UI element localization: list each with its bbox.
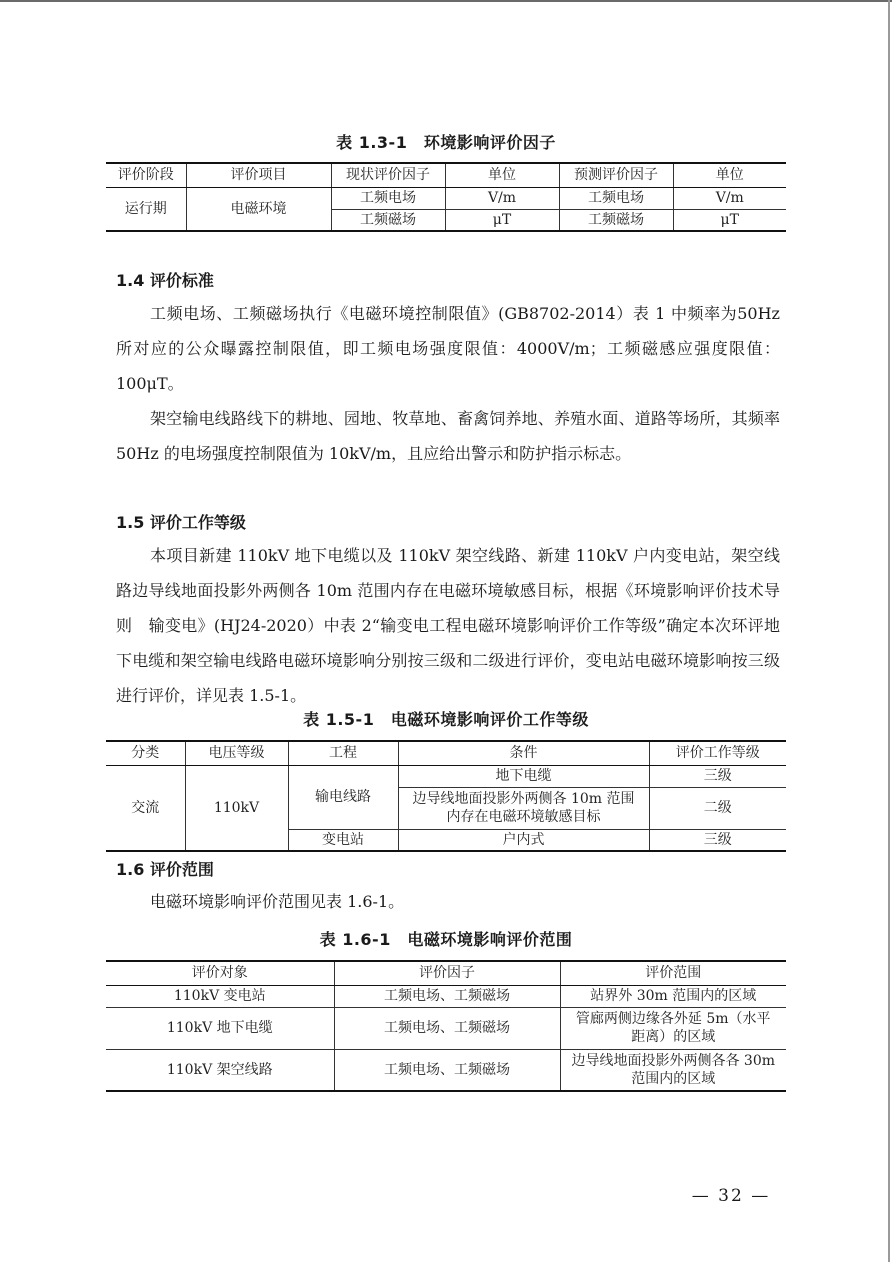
table-row	[106, 985, 786, 1007]
condition-cell: 地下电缆	[398, 765, 649, 787]
table-cell: 工频电场、工频磁场	[334, 1007, 560, 1049]
page-number: — 32 —	[691, 1186, 771, 1206]
project-cell: 变电站	[288, 829, 398, 851]
table-1-6-1	[106, 960, 786, 1092]
table-cell: μT	[445, 209, 559, 231]
table-header-cell: 预测评价因子	[559, 163, 673, 187]
table-header-cell: 评价因子	[334, 961, 560, 985]
table-cell: 110kV 架空线路	[106, 1049, 334, 1091]
table-header-cell: 单位	[673, 163, 786, 187]
table-cell: 工频电场	[331, 187, 445, 209]
grade-cell: 二级	[649, 787, 786, 829]
table-cell: V/m	[673, 187, 786, 209]
table-cell: V/m	[445, 187, 559, 209]
table-cell: μT	[673, 209, 786, 231]
section-1-4-heading: 1.4 评价标准	[116, 271, 214, 290]
item-cell: 电磁环境	[186, 187, 331, 231]
grade-cell: 三级	[649, 829, 786, 851]
table-cell: 工频磁场	[559, 209, 673, 231]
table-row	[106, 1007, 786, 1049]
table-row	[106, 1049, 786, 1091]
table-header-cell: 评价项目	[186, 163, 331, 187]
right-border-line	[888, 0, 890, 1262]
condition-cell: 边导线地面投影外两侧各 10m 范围内存在电磁环境敏感目标	[398, 787, 649, 829]
section-1-5-paragraph-1: 本项目新建 110kV 地下电缆以及 110kV 架空线路、新建 110kV 户内变电站，架空线路边导线地面投影外两侧各 10m 范围内存在电磁环境敏感目标，根据《环境影响评价技术导则 输变电》(HJ24-2020）中表 2“输变电工程电磁环境影响评价工作等级”确定本次环评地下电缆和架空输电线路电磁环境影响分别按三级和二级进行评价，变电站电磁环境影响按三级进行评价，详见表 1.5-1。	[116, 546, 780, 705]
condition-cell: 户内式	[398, 829, 649, 851]
table-header-cell: 分类	[106, 741, 185, 765]
table-cell: 管廊两侧边缘各外延 5m（水平距离）的区域	[560, 1007, 786, 1049]
table-header-cell: 评价阶段	[106, 163, 186, 187]
table-header-cell: 单位	[445, 163, 559, 187]
voltage-cell: 110kV	[185, 765, 288, 851]
table-1-3-1	[106, 162, 786, 232]
stage-cell: 运行期	[106, 187, 186, 231]
table-cell: 边导线地面投影外两侧各各 30m 范围内的区域	[560, 1049, 786, 1091]
table-header-cell: 评价对象	[106, 961, 334, 985]
table-cell: 110kV 变电站	[106, 985, 334, 1007]
top-border-line	[0, 0, 892, 2]
table-cell: 110kV 地下电缆	[106, 1007, 334, 1049]
table-header-cell: 工程	[288, 741, 398, 765]
table-cell: 工频磁场	[331, 209, 445, 231]
table-header-cell: 评价工作等级	[649, 741, 786, 765]
table-1-3-1-caption: 表 1.3-1 环境影响评价因子	[336, 133, 556, 152]
table-1-5-1	[106, 740, 786, 852]
table-header-cell: 评价范围	[560, 961, 786, 985]
section-1-4-paragraph-1: 工频电场、工频磁场执行《电磁环境控制限值》(GB8702-2014）表 1 中频率为50Hz 所对应的公众曝露控制限值，即工频电场强度限值：4000V/m；工频磁感应强度限值：100μT。	[116, 304, 780, 393]
section-1-6-heading: 1.6 评价范围	[116, 860, 214, 879]
section-1-5-heading: 1.5 评价工作等级	[116, 513, 246, 532]
table-cell: 工频电场	[559, 187, 673, 209]
project-cell: 输电线路	[288, 765, 398, 829]
table-header-cell: 现状评价因子	[331, 163, 445, 187]
table-cell: 工频电场、工频磁场	[334, 1049, 560, 1091]
table-header-cell: 条件	[398, 741, 649, 765]
table-1-5-1-caption: 表 1.5-1 电磁环境影响评价工作等级	[303, 710, 589, 729]
table-row	[106, 187, 786, 209]
category-cell: 交流	[106, 765, 185, 851]
table-row	[106, 765, 786, 787]
table-1-6-1-caption: 表 1.6-1 电磁环境影响评价范围	[319, 930, 573, 949]
table-cell: 工频电场、工频磁场	[334, 985, 560, 1007]
grade-cell: 三级	[649, 765, 786, 787]
table-header-cell: 电压等级	[185, 741, 288, 765]
table-cell: 站界外 30m 范围内的区域	[560, 985, 786, 1007]
section-1-4-paragraph-2: 架空输电线路线下的耕地、园地、牧草地、畜禽饲养地、养殖水面、道路等场所，其频率 50Hz 的电场强度控制限值为 10kV/m，且应给出警示和防护指示标志。	[116, 409, 780, 463]
section-1-6-paragraph-1: 电磁环境影响评价范围见表 1.6-1。	[150, 892, 405, 911]
